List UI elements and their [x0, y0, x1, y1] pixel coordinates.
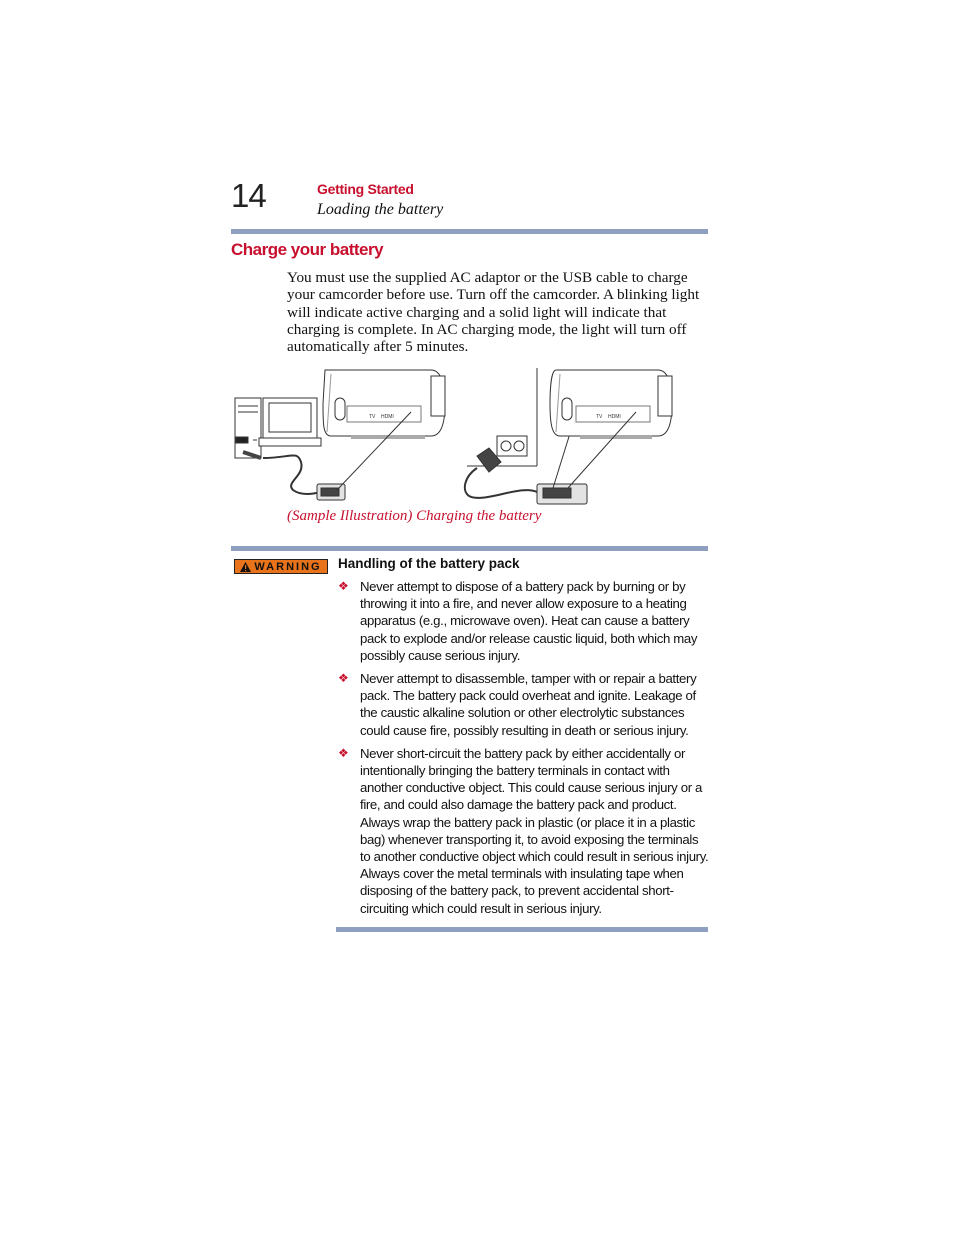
warning-list [338, 578, 710, 923]
camcorder-icon [323, 370, 445, 437]
warning-title: Handling of the battery pack [338, 556, 520, 571]
section-title: Loading the battery [317, 201, 444, 218]
warning-item-text: Never attempt to dispose of a battery pack by burning or by throwing it into a fire, and never allow exposure to a heating apparatus (e.g., microwave oven). Heat can cause a battery pack to explode and/or release caustic liquid, both which may possibly cause serious injury. [360, 579, 698, 663]
bullet-icon: ❖ [338, 745, 349, 760]
warning-triangle-icon [240, 562, 251, 572]
intro-paragraph [287, 269, 712, 355]
intro-line: your camcorder before use. Turn off the camcorder. A blinking light [287, 286, 700, 304]
warning-item [338, 578, 710, 664]
hdmi-port-label: HDMI [608, 414, 621, 420]
bullet-icon: ❖ [338, 671, 349, 686]
charging-illustration [231, 364, 591, 510]
warning-item-text: Never short-circuit the battery pack by either accidentally or intentionally bringing the battery terminals in contact with another conductive object. This could cause serious injury or a fire, and could also damage the battery pack and product. Always wrap the battery pack in plastic (or place it in a plastic bag) whenever transporting it, to avoid exposing the terminals to another conductive object which could result in serious injury. Always cover the metal terminals with insulating tape when disposing of the battery pack, to prevent accidental short-circuiting which could result in serious injury. [360, 745, 709, 916]
warning-item [338, 670, 710, 739]
intro-line: You must use the supplied AC adaptor or the USB cable to charge [287, 269, 688, 286]
bullet-icon: ❖ [338, 579, 349, 593]
figure-caption: (Sample Illustration) Charging the battery [287, 508, 542, 524]
camcorder-icon [550, 370, 672, 488]
camcorder-illustration-right [548, 364, 678, 504]
warning-item [338, 745, 710, 917]
warning-divider [231, 546, 708, 551]
wall-outlet-icon [467, 368, 537, 466]
tv-port-label: TV [369, 414, 376, 420]
page-number: 14 [231, 177, 266, 214]
page-heading: Charge your battery [231, 240, 384, 259]
intro-line: charging is complete. In AC charging mode, the light will turn off [287, 320, 687, 338]
header-divider [231, 229, 708, 234]
warning-end-divider [336, 927, 708, 932]
usb-cable-icon [243, 452, 345, 500]
intro-line: automatically after 5 minutes. [287, 338, 469, 356]
chapter-title: Getting Started [317, 181, 414, 197]
intro-line: will indicate active charging and a solid light will indicate that [287, 303, 667, 321]
warning-badge [234, 559, 328, 574]
warning-label: WARNING [254, 560, 322, 573]
hdmi-port-label: HDMI [381, 414, 394, 420]
computer-icon [235, 398, 321, 458]
tv-port-label: TV [596, 414, 603, 420]
warning-item-text: Never attempt to disassemble, tamper with or repair a battery pack. The battery pack could overheat and ignite. Leakage of the caustic alkaline solution or other electrolytic substances could cause fire, possibly resulting in death or serious injury. [360, 671, 697, 738]
